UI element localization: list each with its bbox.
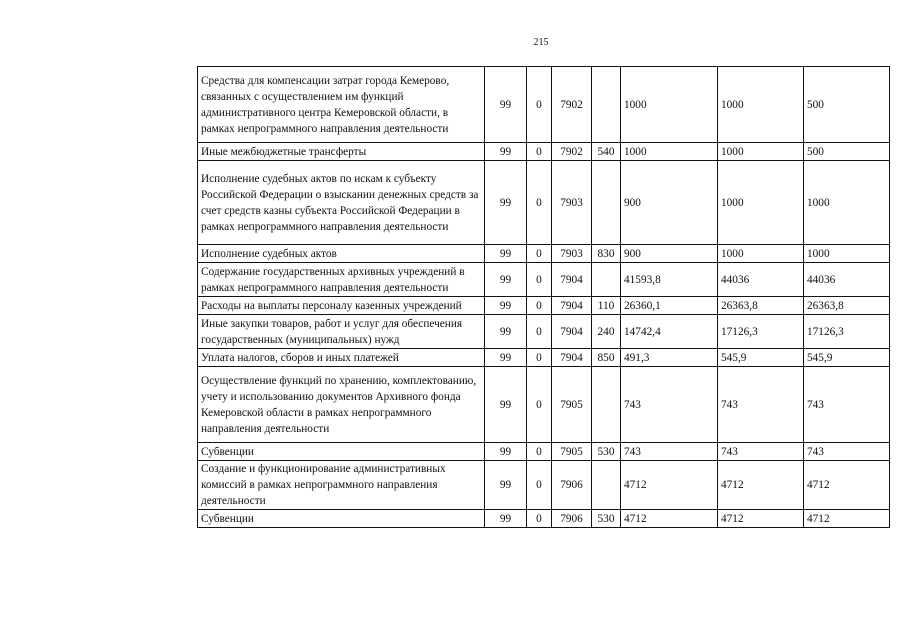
code-direction: 7904 <box>552 263 592 297</box>
amount-year-3: 26363,8 <box>804 297 890 315</box>
row-name: Исполнение судебных актов по искам к субъекту Российской Федерации о взыскании денежных средств за счет средств казны субъекта Российской Федерации в рамках непрограммного направления деятельности <box>198 161 485 245</box>
code-expense-type: 850 <box>592 349 621 367</box>
row-name: Исполнение судебных актов <box>198 245 485 263</box>
amount-year-1: 743 <box>621 367 718 443</box>
code-direction: 7905 <box>552 367 592 443</box>
amount-year-3: 1000 <box>804 245 890 263</box>
amount-year-2: 4712 <box>718 510 804 528</box>
amount-year-2: 743 <box>718 367 804 443</box>
code-subsection: 0 <box>527 367 552 443</box>
budget-table <box>197 66 890 528</box>
amount-year-2: 1000 <box>718 67 804 143</box>
amount-year-3: 500 <box>804 143 890 161</box>
code-section: 99 <box>485 67 527 143</box>
code-expense-type <box>592 67 621 143</box>
code-section: 99 <box>485 161 527 245</box>
row-name: Создание и функционирование административных комиссий в рамках непрограммного направления деятельности <box>198 461 485 510</box>
amount-year-2: 1000 <box>718 245 804 263</box>
code-section: 99 <box>485 297 527 315</box>
code-section: 99 <box>485 245 527 263</box>
code-expense-type <box>592 367 621 443</box>
table-row <box>198 367 890 443</box>
code-section: 99 <box>485 443 527 461</box>
code-subsection: 0 <box>527 349 552 367</box>
row-name: Субвенции <box>198 510 485 528</box>
code-subsection: 0 <box>527 461 552 510</box>
amount-year-2: 26363,8 <box>718 297 804 315</box>
code-expense-type: 530 <box>592 443 621 461</box>
table-row <box>198 161 890 245</box>
row-name: Содержание государственных архивных учреждений в рамках непрограммного направления деятельности <box>198 263 485 297</box>
code-direction: 7903 <box>552 245 592 263</box>
row-name: Средства для компенсации затрат города Кемерово, связанных с осуществлением им функций административного центра Кемеровской области, в рамках непрограммного направления деятельности <box>198 67 485 143</box>
table-row <box>198 349 890 367</box>
amount-year-1: 1000 <box>621 143 718 161</box>
amount-year-2: 545,9 <box>718 349 804 367</box>
code-section: 99 <box>485 143 527 161</box>
code-section: 99 <box>485 263 527 297</box>
code-expense-type <box>592 461 621 510</box>
amount-year-1: 4712 <box>621 510 718 528</box>
amount-year-1: 4712 <box>621 461 718 510</box>
row-name: Иные межбюджетные трансферты <box>198 143 485 161</box>
code-section: 99 <box>485 461 527 510</box>
amount-year-3: 4712 <box>804 510 890 528</box>
code-expense-type: 240 <box>592 315 621 349</box>
amount-year-3: 743 <box>804 443 890 461</box>
code-direction: 7902 <box>552 67 592 143</box>
amount-year-2: 1000 <box>718 143 804 161</box>
amount-year-3: 1000 <box>804 161 890 245</box>
code-section: 99 <box>485 510 527 528</box>
amount-year-2: 743 <box>718 443 804 461</box>
code-expense-type: 830 <box>592 245 621 263</box>
code-expense-type <box>592 161 621 245</box>
table-row <box>198 461 890 510</box>
page-number: 215 <box>533 37 549 48</box>
code-direction: 7906 <box>552 510 592 528</box>
amount-year-1: 14742,4 <box>621 315 718 349</box>
table-row <box>198 443 890 461</box>
amount-year-2: 17126,3 <box>718 315 804 349</box>
code-subsection: 0 <box>527 161 552 245</box>
code-direction: 7905 <box>552 443 592 461</box>
code-subsection: 0 <box>527 67 552 143</box>
code-expense-type: 540 <box>592 143 621 161</box>
amount-year-3: 44036 <box>804 263 890 297</box>
code-direction: 7904 <box>552 349 592 367</box>
amount-year-1: 41593,8 <box>621 263 718 297</box>
table-row <box>198 67 890 143</box>
code-direction: 7903 <box>552 161 592 245</box>
table-row <box>198 263 890 297</box>
amount-year-3: 500 <box>804 67 890 143</box>
amount-year-2: 1000 <box>718 161 804 245</box>
code-section: 99 <box>485 367 527 443</box>
code-subsection: 0 <box>527 443 552 461</box>
code-subsection: 0 <box>527 143 552 161</box>
code-direction: 7906 <box>552 461 592 510</box>
amount-year-1: 900 <box>621 245 718 263</box>
row-name: Расходы на выплаты персоналу казенных учреждений <box>198 297 485 315</box>
amount-year-2: 44036 <box>718 263 804 297</box>
table-row <box>198 143 890 161</box>
code-direction: 7904 <box>552 315 592 349</box>
amount-year-1: 743 <box>621 443 718 461</box>
table-row <box>198 297 890 315</box>
code-subsection: 0 <box>527 263 552 297</box>
code-direction: 7902 <box>552 143 592 161</box>
row-name: Уплата налогов, сборов и иных платежей <box>198 349 485 367</box>
amount-year-3: 17126,3 <box>804 315 890 349</box>
code-section: 99 <box>485 315 527 349</box>
amount-year-1: 900 <box>621 161 718 245</box>
table-row <box>198 510 890 528</box>
code-expense-type <box>592 263 621 297</box>
code-expense-type: 110 <box>592 297 621 315</box>
table-row <box>198 315 890 349</box>
code-subsection: 0 <box>527 510 552 528</box>
amount-year-2: 4712 <box>718 461 804 510</box>
row-name: Осуществление функций по хранению, комплектованию, учету и использованию документов Архивного фонда Кемеровской области в рамках непрограммного направления деятельности <box>198 367 485 443</box>
amount-year-3: 743 <box>804 367 890 443</box>
amount-year-3: 4712 <box>804 461 890 510</box>
code-subsection: 0 <box>527 297 552 315</box>
row-name: Субвенции <box>198 443 485 461</box>
code-expense-type: 530 <box>592 510 621 528</box>
code-subsection: 0 <box>527 315 552 349</box>
row-name: Иные закупки товаров, работ и услуг для обеспечения государственных (муниципальных) нужд <box>198 315 485 349</box>
table-row <box>198 245 890 263</box>
amount-year-1: 1000 <box>621 67 718 143</box>
code-subsection: 0 <box>527 245 552 263</box>
amount-year-3: 545,9 <box>804 349 890 367</box>
amount-year-1: 26360,1 <box>621 297 718 315</box>
amount-year-1: 491,3 <box>621 349 718 367</box>
code-section: 99 <box>485 349 527 367</box>
code-direction: 7904 <box>552 297 592 315</box>
